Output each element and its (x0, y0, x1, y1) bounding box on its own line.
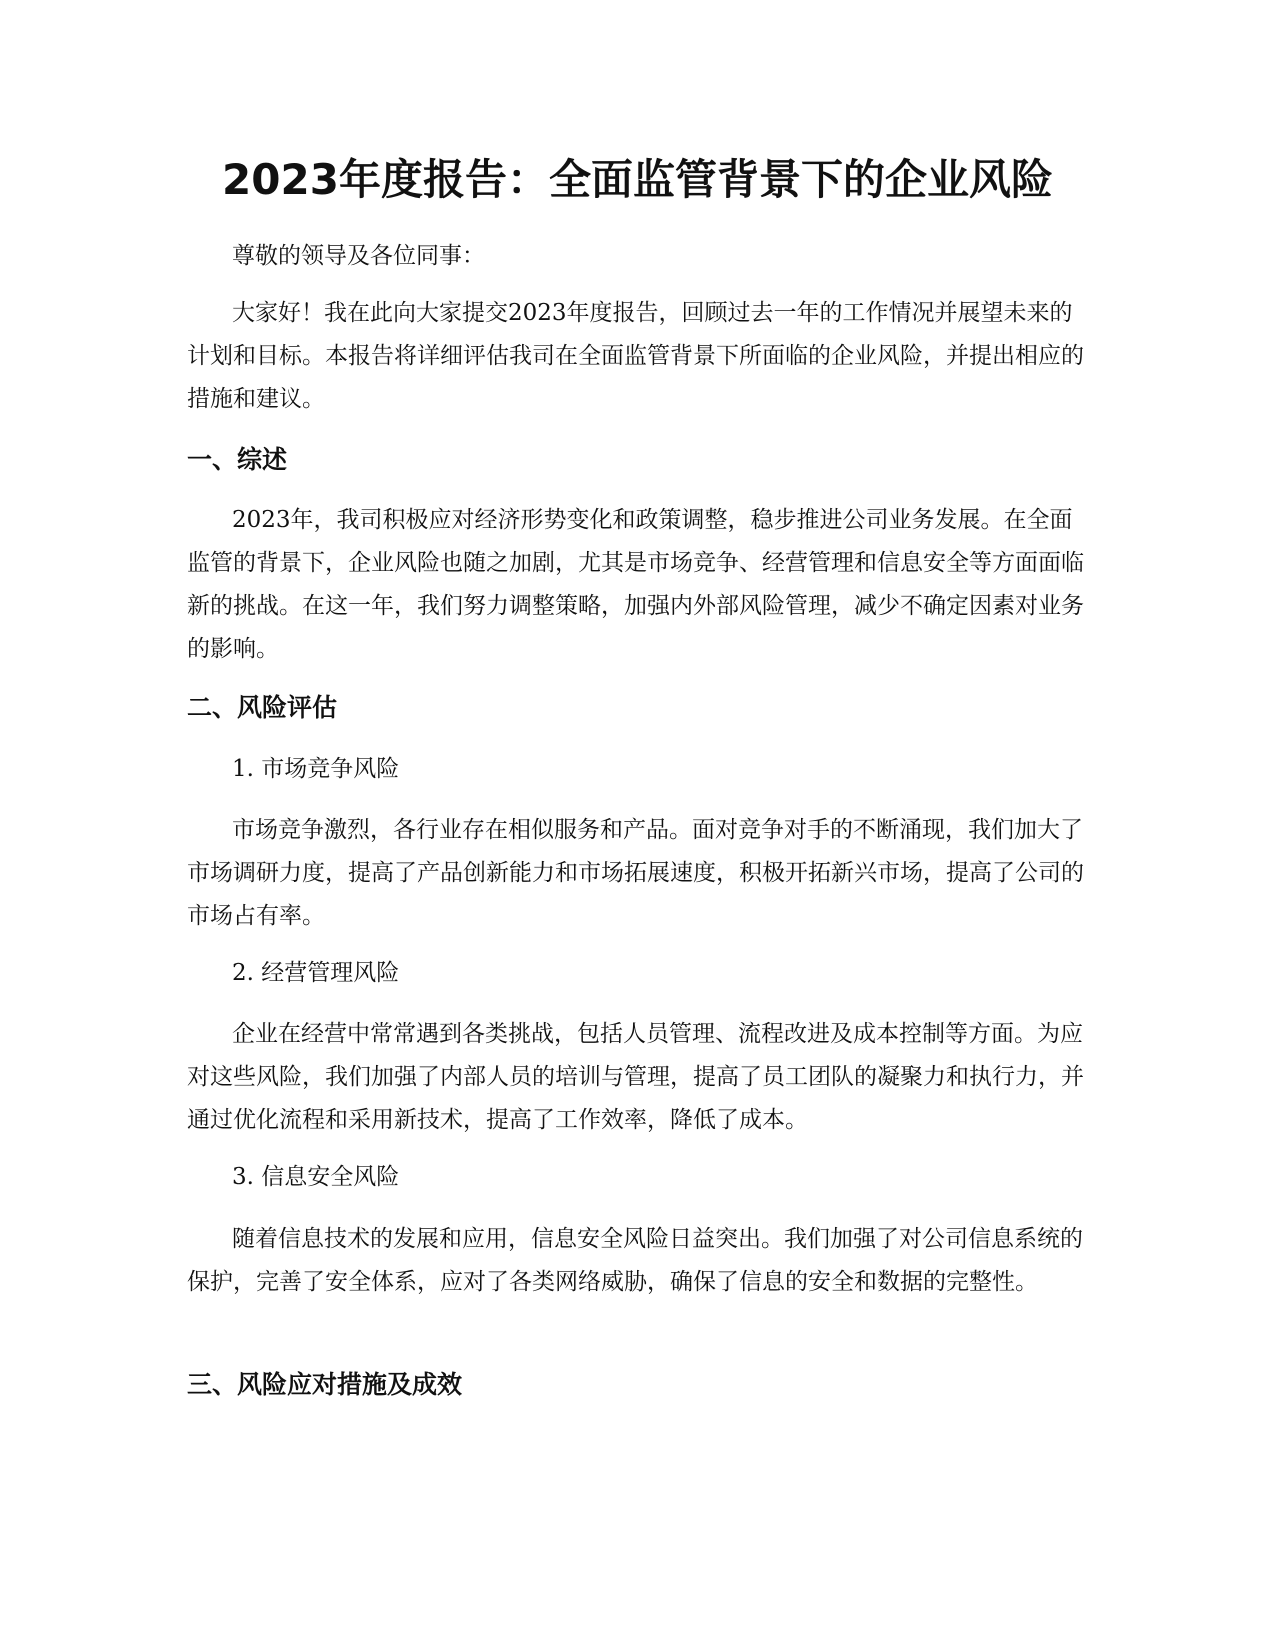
intro-paragraph: 大家好！我在此向大家提交2023年度报告，回顾过去一年的工作情况并展望未来的计划和目标。本报告将详细评估我司在全面监管背景下所面临的企业风险，并提出相应的措施和建议。 (187, 300, 1084, 412)
overview-paragraph: 2023年，我司积极应对经济形势变化和政策调整，稳步推进公司业务发展。在全面监管的背景下，企业风险也随之加剧，尤其是市场竞争、经营管理和信息安全等方面面临新的挑战。在这一年，我们努力调整策略，加强内外部风险管理，减少不确定因素对业务的影响。 (187, 507, 1084, 662)
risk-item-label-market: 1. 市场竞争风险 (232, 756, 400, 782)
section-heading-overview: 一、综述 (187, 445, 288, 474)
risk-item-label-management: 2. 经营管理风险 (232, 960, 400, 986)
risk-item-label-infosec: 3. 信息安全风险 (232, 1164, 400, 1190)
section-heading-measures: 三、风险应对措施及成效 (187, 1370, 463, 1399)
salutation: 尊敬的领导及各位同事： (232, 243, 485, 269)
risk-item-body-management: 企业在经营中常常遇到各类挑战，包括人员管理、流程改进及成本控制等方面。为应对这些风险，我们加强了内部人员的培训与管理，提高了员工团队的凝聚力和执行力，并通过优化流程和采用新技术，提高了工作效率，降低了成本。 (187, 1021, 1084, 1133)
risk-item-body-market: 市场竞争激烈，各行业存在相似服务和产品。面对竞争对手的不断涌现，我们加大了市场调研力度，提高了产品创新能力和市场拓展速度，积极开拓新兴市场，提高了公司的市场占有率。 (187, 817, 1084, 929)
section-heading-risk-assessment: 二、风险评估 (187, 693, 338, 722)
document-title: 2023年度报告：全面监管背景下的企业风险 (222, 155, 1053, 204)
risk-item-body-infosec: 随着信息技术的发展和应用，信息安全风险日益突出。我们加强了对公司信息系统的保护，完善了安全体系，应对了各类网络威胁，确保了信息的安全和数据的完整性。 (187, 1226, 1083, 1295)
